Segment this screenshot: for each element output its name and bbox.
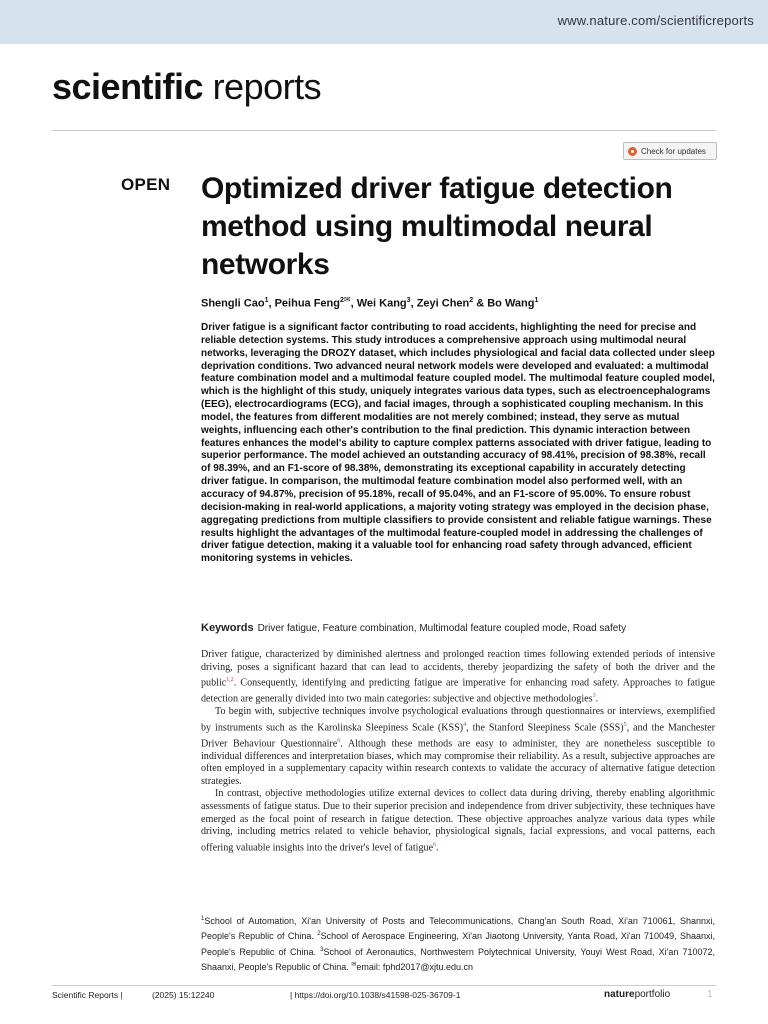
keywords-list: Driver fatigue, Feature combination, Multimodal feature coupled mode, Road safety: [257, 623, 627, 634]
body-text: , and the Manchester Driver Behaviour Questionnaire: [201, 722, 715, 749]
author-separator: &: [473, 297, 488, 310]
author-name[interactable]: Bo Wang: [487, 297, 535, 310]
affiliation-number: 1: [201, 916, 205, 922]
journal-logo-bold: scientific: [52, 66, 204, 107]
body-paragraph: [201, 788, 715, 854]
affiliation-text: School of Automation, Xi'an University of Posts and Telecommunications, Chang'an South Road, Xi'an 710061, Shannxi, People's Republic of China.: [201, 916, 715, 942]
doi-link[interactable]: | https://doi.org/10.1038/s41598-025-36709-1: [290, 990, 461, 1000]
footer-citation: (2025) 15:12240: [152, 990, 215, 1000]
top-banner: [0, 0, 768, 44]
affiliation-number: 2: [317, 931, 321, 938]
author-name[interactable]: Zeyi Chen: [416, 297, 470, 310]
publisher-bold: nature: [604, 989, 635, 1000]
author-name[interactable]: Shengli Cao: [201, 297, 265, 310]
body-text: Driver fatigue, characterized by diminished alertness and prolonged reaction times following extended periods of intensive driving, poses a significant hazard that can lead to accidents, thereby jeopardizing the safety of both the driver and the public: [201, 649, 715, 689]
citation-link[interactable]: 6: [337, 737, 341, 744]
page-number: 1: [707, 989, 713, 1000]
body-text: To begin with, subjective techniques involve psychological evaluations through questionnaires or interviews, exemplified by instruments such as the Karolinska Sleepiness Scale (KSS): [201, 706, 715, 734]
author-affiliation-ref: 3: [406, 297, 411, 304]
header-divider: [52, 130, 716, 131]
crossmark-icon: [628, 147, 637, 156]
abstract: Driver fatigue is a significant factor contributing to road accidents, highlighting the need for precise and reliable detection systems. This study introduces a comprehensive approach using multimodal neural networks, leveraging the DROZY dataset, which includes physiological and facial data collected under sleep deprivation conditions. Two advanced neural network models were developed and evaluated: a multimodal feature combination model and a multimodal feature coupled model. The multimodal feature coupled model, which is the highlight of this study, uniquely integrates various data types, such as electroencephalograms (EEG), electrocardiograms (ECG), and facial images, through a sophisticated coupling mechanism. In this model, the features from different modalities are not merely combined; instead, they serve as mutual weights, influencing each other's contribution to the final prediction. This dynamic interaction between features enhances the model's ability to capture complex patterns associated with driver fatigue, leading to superior performance. The model achieved an outstanding accuracy of 98.41%, precision of 98.38%, recall of 98.39%, and an F1-score of 98.38%, demonstrating its exceptional capability in accurately detecting driver fatigue. In comparison, the multimodal feature combination model also performed well, with an accuracy of 94.87%, precision of 95.18%, recall of 95.04%, and an F1-score of 95.00%. To ensure robust decision-making in real-world applications, a majority voting strategy was employed in the decision phase, aggregating predictions from multiple classifiers to provide consistent and reliable fatigue warnings. These results highlight the advantages of the multimodal feature-coupled model in addressing the challenges of driver fatigue detection, making it a valuable tool for enhancing road safety through advanced, efficient monitoring systems in vehicles.: [201, 322, 715, 565]
author-separator: ,: [268, 297, 275, 310]
body-text: . Consequently, identifying and predicting fatigue are imperative for enhancing road safety. Approaches to fatigue detection are generally divided into two main categories: subjective and objective methodologies: [201, 677, 715, 705]
open-access-badge: OPEN: [121, 175, 171, 194]
affiliations: [201, 913, 715, 975]
article-title: Optimized driver fatigue detection method using multimodal neural networks: [201, 172, 673, 281]
author-separator: ,: [410, 297, 417, 310]
body-text: . Although these methods are easy to administer, they are nonetheless susceptible to individual differences and interpretation biases, which may compromise their reliability. As a result, subjective approaches are often employed in a supplementary capacity within research contexts to validate the accuracy of alternative fatigue detection strategies.: [201, 738, 716, 787]
body-text: , the Stanford Sleepiness Scale (SSS): [466, 722, 624, 734]
keywords-section: [201, 622, 721, 634]
check-updates-label: Check for updates: [641, 146, 706, 156]
citation-link[interactable]: 5: [623, 721, 627, 728]
affiliation-number: 3: [320, 946, 324, 953]
nature-portfolio-logo: [604, 989, 670, 1000]
body-text: In contrast, objective methodologies utilize external devices to collect data during driving, thereby enabling algorithmic assessments of fatigue status. Due to their superior precision and independence from driver subjectivity, these techniques have emerged as the focal point of research in fatigue detection. These objective approaches analyze various data types while driving, including metrics related to vehicle behavior, physiological signals, facial expressions, and vocal patterns, each offering valuable insights into the driver's level of fatigue: [201, 788, 715, 854]
author-separator: ,: [350, 297, 357, 310]
page-footer: [52, 990, 716, 1004]
body-text: .: [595, 693, 599, 705]
body-text: .: [436, 842, 439, 854]
affiliation-text: School of Aerospace Engineering, Xi'an Jiaotong University, Yanta Road, Xi'an 710049, Shaanxi, People's Republic of China.: [201, 931, 715, 957]
citation-link[interactable]: 1,2: [226, 677, 234, 684]
check-updates-button[interactable]: [623, 142, 717, 160]
body-paragraph: [201, 649, 715, 706]
corresponding-email[interactable]: email: fphd2017@xjtu.edu.cn: [356, 962, 474, 973]
author-name[interactable]: Peihua Feng: [274, 297, 340, 310]
mail-icon: ✉: [351, 962, 357, 969]
journal-logo[interactable]: [52, 66, 321, 108]
author-affiliation-ref: 2: [469, 297, 474, 304]
author-list: [201, 295, 721, 310]
affiliation-text: School of Aeronautics, Northwestern Polytechnical University, Youyi West Road, Xi'an 710072, Shaanxi, People's Republic of China.: [201, 946, 715, 973]
journal-logo-regular: reports: [203, 66, 322, 107]
footer-journal-name: Scientific Reports |: [52, 990, 123, 1000]
author-affiliation-ref: 1: [264, 297, 269, 304]
article-body: [201, 649, 715, 855]
body-paragraph: [201, 706, 715, 788]
author-name[interactable]: Wei Kang: [356, 297, 407, 310]
author-affiliation-ref: 1: [534, 297, 539, 304]
site-url-link[interactable]: www.nature.com/scientificreports: [557, 13, 754, 28]
keywords-heading: Keywords: [201, 622, 254, 634]
author-affiliation-ref: 2: [340, 297, 344, 304]
citation-link[interactable]: 6: [433, 841, 437, 848]
mail-icon[interactable]: ✉: [343, 295, 351, 304]
footer-divider: [52, 985, 716, 986]
citation-link[interactable]: 3: [592, 693, 596, 700]
publisher-regular: portfolio: [634, 989, 671, 1000]
citation-link[interactable]: 4: [463, 721, 467, 728]
